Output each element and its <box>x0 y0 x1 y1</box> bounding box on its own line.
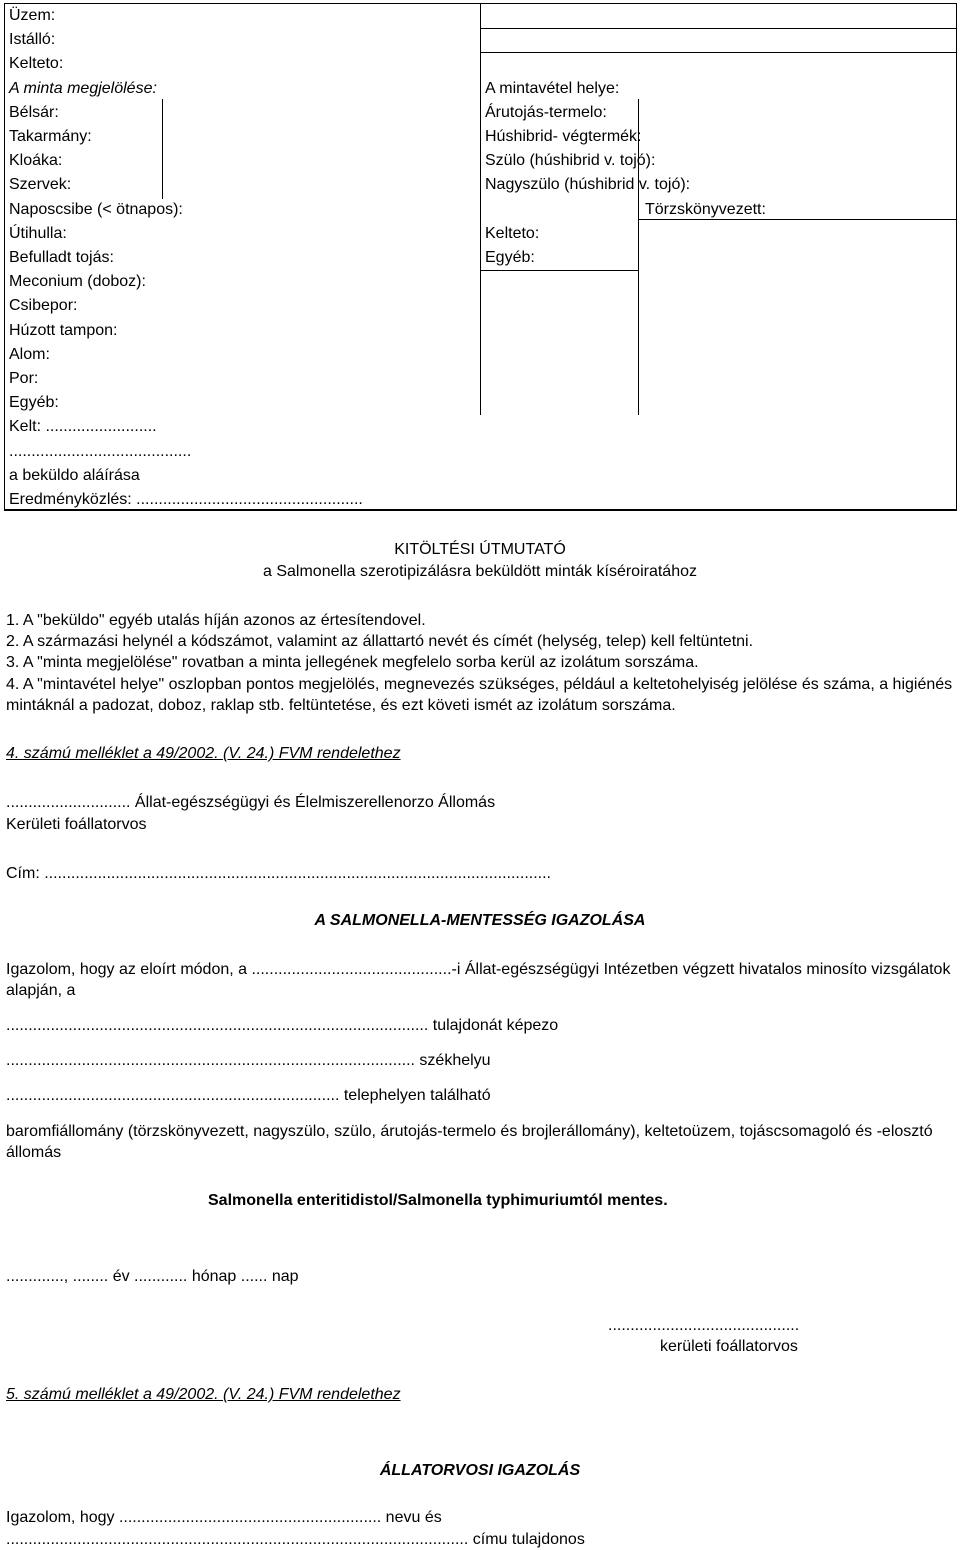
annex5-heading: 5. számú melléklet a 49/2002. (V. 24.) FVM rendelethez <box>6 1386 401 1403</box>
form-right-row: Szülo (húshibrid v. tojó): <box>485 152 656 170</box>
site-line: ........................................................................... telephelyen található <box>6 1087 491 1104</box>
form-left-row: Egyéb: <box>9 394 59 412</box>
form-left-row: Befulladt tojás: <box>9 249 114 266</box>
table-divider-left <box>162 99 163 199</box>
instruction-item-1: 1. A "beküldo" egyéb utalás híján azonos az értesítendovel. <box>6 612 426 629</box>
form-left-row: a beküldo aláírása <box>9 466 140 484</box>
form-right-row: Árutojás-termelo: <box>485 103 607 121</box>
certificate-paragraph-1: Igazolom, hogy az eloírt módon, a .............................................-i Állat-egészségügyi Intézetben végzett hivatalos minosíto vizsgálatok alapján, a <box>6 961 951 999</box>
table-border-left <box>4 3 5 510</box>
form-right-row: A mintavétel helye: <box>485 79 620 97</box>
form-left-row: Istálló: <box>9 31 56 49</box>
seat-line: ............................................................................................ székhelyu <box>6 1052 491 1069</box>
form-left-row: Csibepor: <box>9 297 78 315</box>
salmonella-certificate-title: A SALMONELLA-MENTESSÉG IGAZOLÁSA <box>314 912 646 929</box>
signature-label: kerületi foállatorvos <box>660 1338 798 1355</box>
annex4-heading: 4. számú melléklet a 49/2002. (V. 24.) FVM rendelethez <box>6 745 401 762</box>
table-line-right-4 <box>480 270 638 271</box>
address-line: Cím: .................................................................................................................. <box>6 865 551 882</box>
form-left-row: Kelt: ......................... <box>9 418 157 436</box>
table-line-right-2 <box>480 52 957 53</box>
form-left-row: Takarmány: <box>9 128 92 145</box>
form-left-row: Üzem: <box>9 7 56 24</box>
annex5-line-1: Igazolom, hogy ........................................................... nevu és <box>6 1509 442 1526</box>
form-right-row: Nagyszülo (húshibrid v. tojó): <box>485 176 691 194</box>
table-divider-main <box>480 3 481 415</box>
form-left-row: Por: <box>9 370 39 387</box>
form-left-row: Kelteto: <box>9 55 64 73</box>
form-left-row: Bélsár: <box>9 103 59 121</box>
instructions-subtitle: a Salmonella szerotipizálásra beküldött minták kíséroiratához <box>263 563 697 580</box>
station-line: ............................ Állat-egészségügyi és Élelmiszerellenorzo Állomás <box>6 794 496 811</box>
date-line: ............., ........ év ............ hónap ...... nap <box>6 1268 299 1285</box>
veterinary-certificate-title: ÁLLATORVOSI IGAZOLÁS <box>379 1462 581 1479</box>
form-left-row: Húzott tampon: <box>9 321 118 339</box>
officer-line: Kerületi foállatorvos <box>6 816 147 833</box>
form-left-row: Eredményközlés: ................................................... <box>9 491 363 508</box>
instructions-title: KITÖLTÉSI ÚTMUTATÓ <box>394 541 566 558</box>
form-left-row: Szervek: <box>9 176 72 194</box>
signature-dots: ........................................... <box>608 1317 800 1334</box>
form-left-row: Meconium (doboz): <box>9 273 146 291</box>
certificate-result: Salmonella enteritidistol/Salmonella typhimuriumtól mentes. <box>208 1192 668 1209</box>
form-right-row: Húshibrid- végtermék: <box>485 128 642 145</box>
form-left-row: Kloáka: <box>9 152 63 170</box>
form-left-row: ......................................... <box>9 442 192 460</box>
form-right-row: Egyéb: <box>485 249 535 266</box>
table-line-right-1 <box>480 28 957 29</box>
instruction-item-3: 3. A "minta megjelölése" rovatban a minta jellegének megfelelo sorba kerül az izolátum sorszáma. <box>6 654 699 671</box>
annex5-line-2: ........................................................................................................ címu tulajdonos <box>6 1531 585 1548</box>
certificate-paragraph-2: baromfiállomány (törzskönyvezett, nagyszülo, szülo, árutojás-termelo és brojlerállomány), keltetoüzem, tojáscsomagoló és -elosztó állomás <box>6 1123 933 1161</box>
instruction-item-2: 2. A származási helynél a kódszámot, valamint az állattartó nevét és címét (helység, telep) kell feltüntetni. <box>6 633 754 650</box>
form-right-row: Törzskönyvezett: <box>645 200 766 218</box>
form-right-row: Kelteto: <box>485 224 540 242</box>
table-border-right <box>956 3 957 510</box>
form-left-row: A minta megjelölése: <box>9 79 157 97</box>
form-left-row: Alom: <box>9 345 50 363</box>
owner-line: ............................................................................................... tulajdonát képezo <box>6 1017 559 1034</box>
form-left-row: Naposcsibe (< ötnapos): <box>9 200 183 218</box>
instruction-item-4: 4. A "mintavétel helye" oszlopban pontos megjelölés, megnevezés szükséges, például a keltetohelyiség jelölése és száma, a higiénés mintáknál a padozat, doboz, raklap stb. feltüntetése, és ezt követi ismét az izolátum sorszáma. <box>6 676 953 714</box>
form-left-row: Útihulla: <box>9 224 67 242</box>
